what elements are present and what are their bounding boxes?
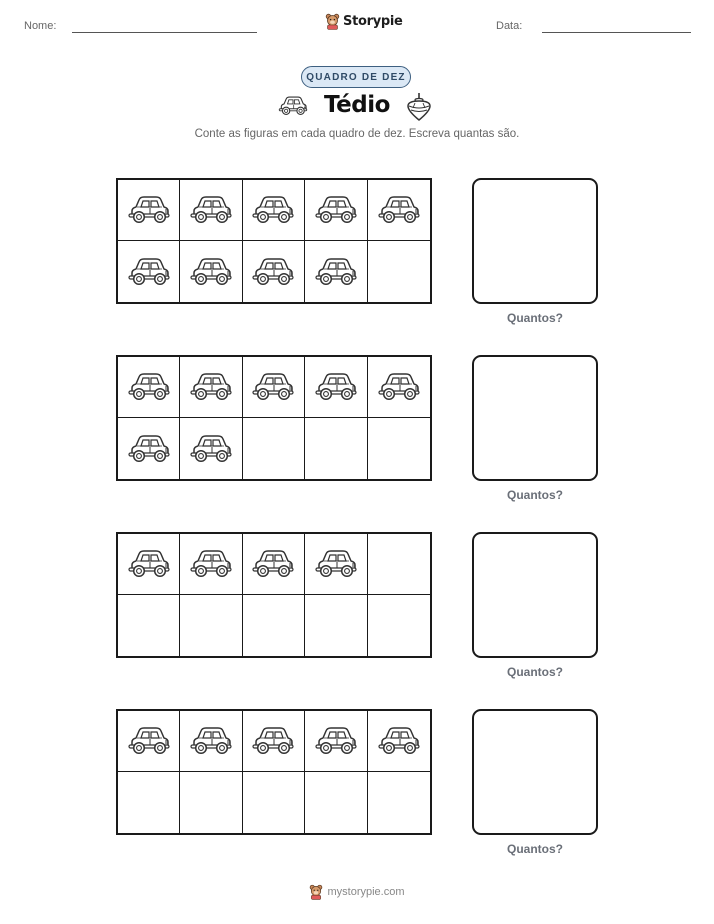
ten-frame-3 <box>116 532 432 658</box>
ten-frame-cell <box>243 357 305 418</box>
car-icon <box>126 433 172 465</box>
bear-mascot-icon <box>325 13 340 30</box>
ten-frame-cell <box>118 180 180 241</box>
ten-frame-cell <box>305 418 367 479</box>
car-icon <box>188 256 234 288</box>
ten-frame-cell <box>118 418 180 479</box>
ten-frame-cell <box>305 241 367 302</box>
ten-frame-cell <box>305 180 367 241</box>
worksheet-header <box>0 0 714 50</box>
car-icon <box>250 548 296 580</box>
car-icon <box>126 548 172 580</box>
ten-frame-1 <box>116 178 432 304</box>
answer-box-1[interactable] <box>472 178 598 304</box>
ten-frame-cell <box>118 534 180 595</box>
quantos-label-1: Quantos? <box>507 311 563 325</box>
answer-box-3[interactable] <box>472 532 598 658</box>
quantos-label-3: Quantos? <box>507 665 563 679</box>
ten-frame-cell <box>305 595 367 656</box>
car-icon <box>188 433 234 465</box>
ten-frame-cell <box>180 534 242 595</box>
ten-frame-cell <box>180 241 242 302</box>
car-icon <box>313 548 359 580</box>
car-icon <box>250 256 296 288</box>
worksheet-badge: QUADRO DE DEZ <box>301 66 411 88</box>
ten-frame-2 <box>116 355 432 481</box>
brand-logo <box>325 13 403 30</box>
ten-frame-cell <box>368 357 430 418</box>
ten-frame-cell <box>180 772 242 833</box>
car-icon <box>188 371 234 403</box>
car-icon <box>313 256 359 288</box>
ten-frame-cell <box>243 180 305 241</box>
ten-frame-cell <box>368 241 430 302</box>
answer-box-2[interactable] <box>472 355 598 481</box>
name-label: Nome: <box>24 20 57 32</box>
ten-frame-cell <box>305 711 367 772</box>
ten-frame-cell <box>118 357 180 418</box>
car-icon <box>313 194 359 226</box>
ten-frame-cell <box>243 534 305 595</box>
car-icon <box>313 725 359 757</box>
car-icon <box>376 725 422 757</box>
ten-frame-cell <box>368 534 430 595</box>
ten-frame-cell <box>118 772 180 833</box>
car-icon <box>188 194 234 226</box>
instructions-text: Conte as figuras em cada quadro de dez. Escreva quantas são. <box>194 128 520 140</box>
ten-frame-cell <box>180 180 242 241</box>
ten-frame-cell <box>243 595 305 656</box>
quantos-label-4: Quantos? <box>507 842 563 856</box>
ten-frame-cell <box>118 711 180 772</box>
ten-frame-cell <box>368 711 430 772</box>
date-label: Data: <box>496 20 523 32</box>
name-line <box>72 32 257 33</box>
car-icon <box>250 725 296 757</box>
car-icon <box>126 256 172 288</box>
ten-frame-cell <box>368 418 430 479</box>
ten-frame-cell <box>243 772 305 833</box>
ten-frame-cell <box>305 772 367 833</box>
ten-frame-cell <box>368 772 430 833</box>
ten-frame-cell <box>243 418 305 479</box>
worksheet-title: Tédio <box>324 92 390 118</box>
ten-frame-4 <box>116 709 432 835</box>
ten-frame-cell <box>305 534 367 595</box>
ten-frame-cell <box>180 418 242 479</box>
car-icon <box>250 194 296 226</box>
bear-mascot-icon <box>309 884 323 900</box>
footer <box>0 884 714 900</box>
quantos-label-2: Quantos? <box>507 488 563 502</box>
car-icon <box>126 725 172 757</box>
ten-frame-cell <box>118 595 180 656</box>
ten-frame-cell <box>118 241 180 302</box>
brand-name: Storypie <box>343 14 403 29</box>
car-icon <box>376 371 422 403</box>
footer-site-link[interactable]: mystorypie.com <box>327 886 405 898</box>
ten-frame-cell <box>180 357 242 418</box>
car-icon <box>250 371 296 403</box>
car-icon <box>376 194 422 226</box>
answer-box-4[interactable] <box>472 709 598 835</box>
car-icon <box>126 194 172 226</box>
ten-frame-cell <box>368 180 430 241</box>
ten-frame-cell <box>180 711 242 772</box>
car-icon <box>188 725 234 757</box>
car-icon <box>313 371 359 403</box>
ten-frame-cell <box>368 595 430 656</box>
spinning-top-icon <box>406 92 432 127</box>
ten-frame-cell <box>243 711 305 772</box>
ten-frame-cell <box>305 357 367 418</box>
ten-frame-cell <box>180 595 242 656</box>
car-icon <box>126 371 172 403</box>
ten-frame-cell <box>243 241 305 302</box>
car-icon <box>188 548 234 580</box>
date-line <box>542 32 691 33</box>
